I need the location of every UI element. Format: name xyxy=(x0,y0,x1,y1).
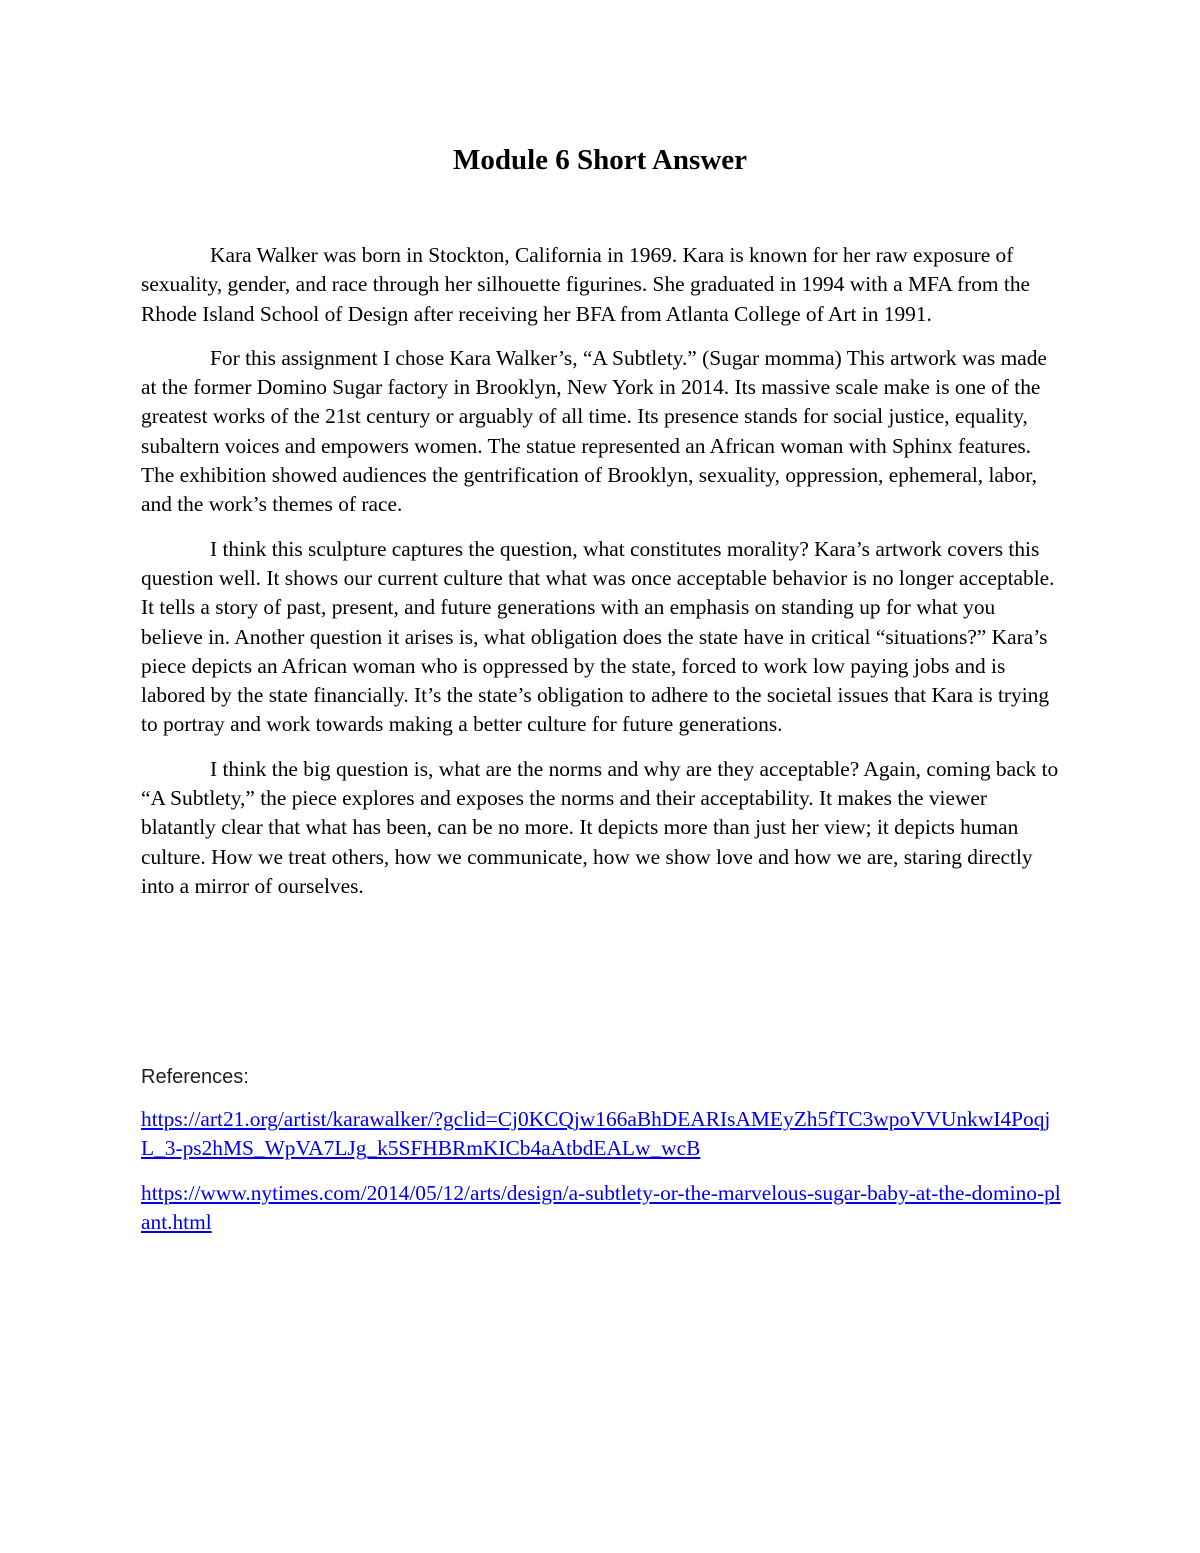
references-section xyxy=(141,1063,1061,1252)
reference-link-nytimes[interactable]: https://www.nytimes.com/2014/05/12/arts/design/a-subtlety-or-the-marvelous-sugar-baby-at-the-domino-plant.html xyxy=(141,1180,1061,1234)
reference-link-art21[interactable]: https://art21.org/artist/karawalker/?gclid=Cj0KCQjw166aBhDEARIsAMEyZh5fTC3wpoVVUnkwI4PoqjL_3-ps2hMS_WpVA7LJg_k5SFHBRmKICb4aAtbdEALw_wcB xyxy=(141,1107,1051,1161)
paragraph-4: I think the big question is, what are the norms and why are they acceptable? Again, coming back to “A Subtlety,” the piece explores and exposes the norms and their acceptability. It makes the viewer blatantly clear that what has been, can be no more. It depicts more than just her view; it depicts human culture. How we treat others, how we communicate, how we show love and how we are, staring directly into a mirror of ourselves. xyxy=(141,756,1059,898)
paragraph-2: For this assignment I chose Kara Walker’s, “A Subtlety.” (Sugar momma) This artwork was made at the former Domino Sugar factory in Brooklyn, New York in 2014. Its massive scale make is one of the greatest works of the 21st century or arguably of all time. Its presence stands for social justice, equality, subaltern voices and empowers women. The statue represented an African woman with Sphinx features. The exhibition showed audiences the gentrification of Brooklyn, sexuality, oppression, ephemeral, labor, and the work’s themes of race. xyxy=(141,345,1047,517)
paragraph-1: Kara Walker was born in Stockton, California in 1969. Kara is known for her raw exposure of sexuality, gender, and race through her silhouette figurines. She graduated in 1994 with a MFA from the Rhode Island School of Design after receiving her BFA from Atlanta College of Art in 1991. xyxy=(141,243,1031,326)
document-body xyxy=(141,241,1059,916)
document-title: Module 6 Short Answer xyxy=(452,144,748,176)
references-heading: References: xyxy=(141,1066,249,1088)
paragraph-3: I think this sculpture captures the question, what constitutes morality? Kara’s artwork covers this question well. It shows our current culture that what was once acceptable behavior is no longer acceptable. It tells a story of past, present, and future generations with an emphasis on standing up for what you believe in. Another question it arises is, what obligation does the state have in critical “situations?” Kara’s piece depicts an African woman who is oppressed by the state, forced to work low paying jobs and is labored by the state financially. It’s the state’s obligation to adhere to the societal issues that Kara is trying to portray and work towards making a better culture for future generations. xyxy=(141,536,1055,737)
